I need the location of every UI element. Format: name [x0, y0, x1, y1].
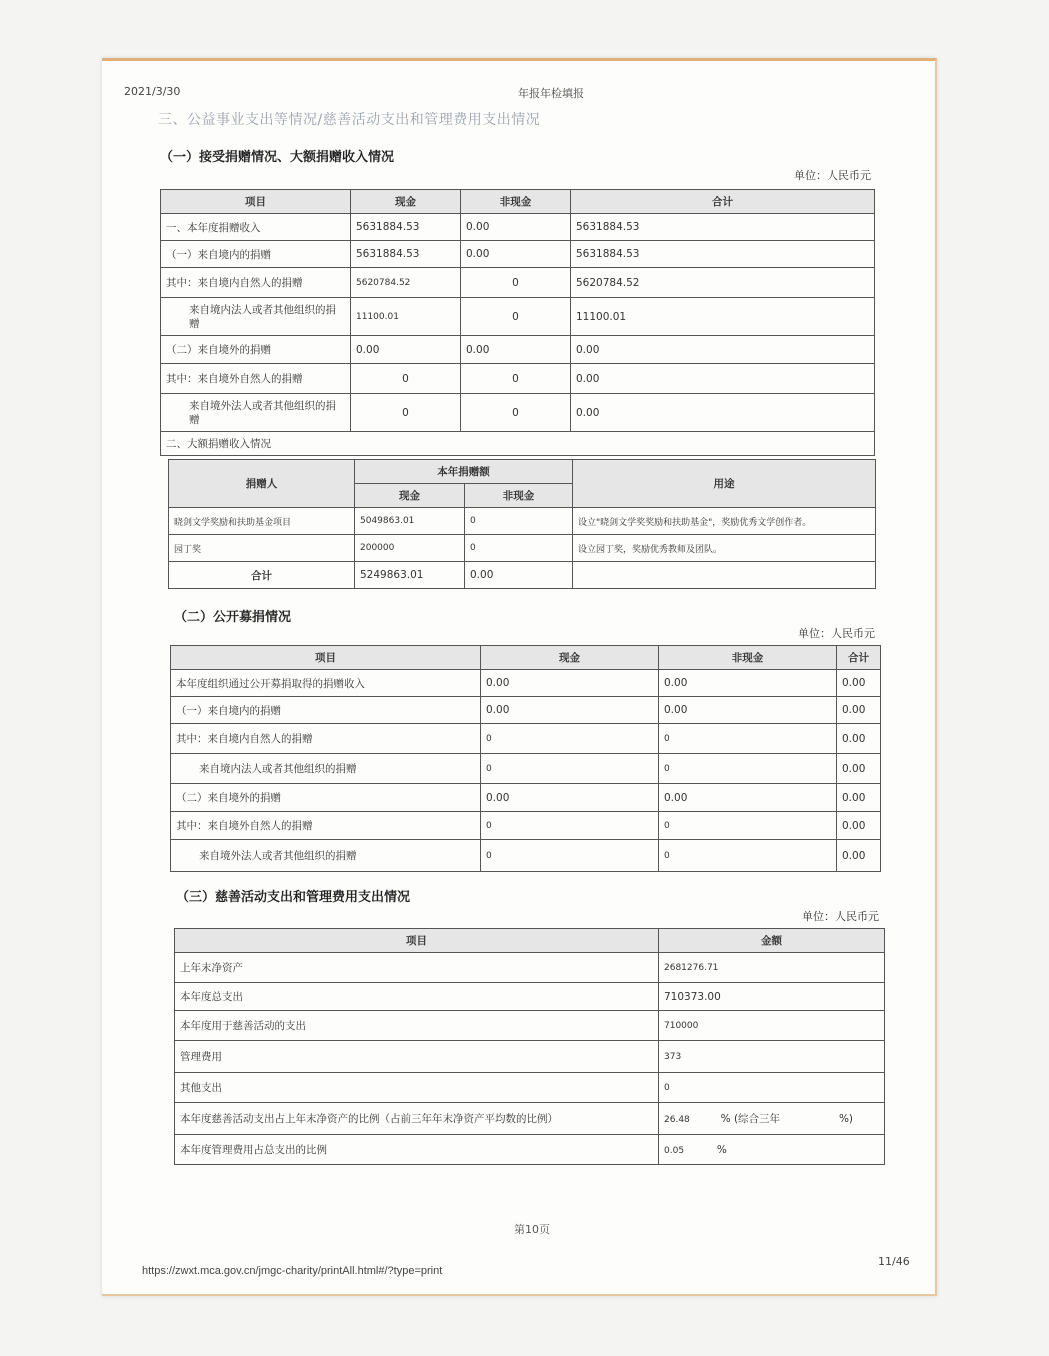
cash-value: 5620784.52	[351, 268, 461, 298]
noncash-value: 0	[659, 840, 837, 872]
row-label: （一）来自境内的捐赠	[161, 241, 351, 268]
row-label: 来自境外法人或者其他组织的捐赠	[171, 840, 481, 872]
page-count: 11/46	[878, 1255, 910, 1268]
row-label: 上年末净资产	[175, 953, 659, 983]
amount-value: 2681276.71	[659, 953, 885, 983]
table-row	[161, 364, 875, 394]
table-row	[169, 508, 876, 535]
header-cash: 现金	[355, 484, 465, 508]
total-value: 0.00	[571, 394, 875, 432]
table-row	[161, 241, 875, 268]
noncash-value: 0	[461, 394, 571, 432]
section3-title: （三）慈善活动支出和管理费用支出情况	[176, 890, 411, 905]
row-label: 其中：来自境外自然人的捐赠	[171, 812, 481, 840]
header-item: 项目	[175, 929, 659, 953]
amount-value: 710000	[659, 1011, 885, 1041]
pct-suffix: %	[716, 1143, 727, 1156]
total-value: 0.00	[837, 724, 881, 754]
row-label: （二）来自境外的捐赠	[161, 336, 351, 364]
table-row	[175, 1041, 885, 1073]
header-amount: 金额	[659, 929, 885, 953]
pct-cell	[659, 1135, 885, 1165]
table-row	[171, 754, 881, 784]
ratio-value: 26.48	[664, 1115, 690, 1125]
cash-value: 0	[481, 812, 659, 840]
use-description: 设立园丁奖，奖励优秀教师及团队。	[573, 535, 876, 562]
header-noncash: 非现金	[465, 484, 573, 508]
print-url: https://zwxt.mca.gov.cn/jmgc-charity/printAll.html#/?type=print	[142, 1265, 443, 1277]
total-value: 0.00	[571, 336, 875, 364]
donor-name: 晓剑文学奖励和扶助基金项目	[169, 508, 355, 535]
use-description: 设立"晓剑文学奖奖励和扶助基金"，奖励优秀文学创作者。	[573, 508, 876, 535]
header-donor: 捐赠人	[169, 460, 355, 508]
total-value: 0.00	[837, 754, 881, 784]
big-donation-title: 二、大额捐赠收入情况	[161, 432, 875, 456]
total-value: 0.00	[837, 812, 881, 840]
table-header-row	[161, 190, 875, 214]
charity-expense-table	[174, 928, 885, 1165]
header-noncash: 非现金	[659, 646, 837, 670]
header-use: 用途	[573, 460, 876, 508]
table-row	[171, 840, 881, 872]
total-value: 0.00	[837, 840, 881, 872]
table-row	[175, 983, 885, 1011]
total-value: 5631884.53	[571, 241, 875, 268]
noncash-value: 0.00	[659, 784, 837, 812]
main-title: 三、公益事业支出等情况/慈善活动支出和管理费用支出情况	[158, 112, 541, 128]
section3-unit: 单位：人民币元	[802, 910, 879, 923]
use-total	[573, 562, 876, 589]
row-label: （二）来自境外的捐赠	[171, 784, 481, 812]
page-number: 第10页	[514, 1223, 550, 1236]
noncash-value: 0	[461, 364, 571, 394]
table-row	[175, 1135, 885, 1165]
row-label: （一）来自境内的捐赠	[171, 697, 481, 724]
table-row	[171, 697, 881, 724]
document-page	[102, 58, 937, 1296]
table-row	[171, 812, 881, 840]
cash-value: 0	[351, 394, 461, 432]
cash-value: 0	[481, 840, 659, 872]
noncash-value: 0.00	[461, 214, 571, 241]
noncash-value: 0	[659, 724, 837, 754]
noncash-value: 0	[465, 535, 573, 562]
cash-value: 0.00	[351, 336, 461, 364]
noncash-value: 0	[465, 508, 573, 535]
header-cash: 现金	[351, 190, 461, 214]
table-row	[161, 336, 875, 364]
noncash-value: 0.00	[461, 336, 571, 364]
table-row	[161, 298, 875, 336]
noncash-value: 0	[461, 298, 571, 336]
noncash-value: 0	[659, 754, 837, 784]
total-label: 合计	[169, 562, 355, 589]
table-row	[161, 268, 875, 298]
total-value: 5631884.53	[571, 214, 875, 241]
noncash-value: 0.00	[659, 670, 837, 697]
ratio-close: %)	[838, 1113, 854, 1125]
big-donation-table	[168, 459, 876, 589]
row-label: 来自境内法人或者其他组织的捐赠	[171, 754, 481, 784]
row-label: 其中：来自境内自然人的捐赠	[161, 268, 351, 298]
donor-name: 园丁奖	[169, 535, 355, 562]
row-label: 其中：来自境外自然人的捐赠	[161, 364, 351, 394]
noncash-total: 0.00	[465, 562, 573, 589]
public-fundraising-table	[170, 645, 881, 872]
table-row	[171, 784, 881, 812]
row-label: 其他支出	[175, 1073, 659, 1103]
row-label: 本年度用于慈善活动的支出	[175, 1011, 659, 1041]
noncash-value: 0	[659, 812, 837, 840]
total-value: 0.00	[837, 697, 881, 724]
total-value: 0.00	[837, 784, 881, 812]
table-header-row	[175, 929, 885, 953]
noncash-value: 0.00	[659, 697, 837, 724]
table-row	[171, 724, 881, 754]
section2-unit: 单位：人民币元	[798, 627, 875, 640]
table-row	[161, 432, 875, 456]
header-cash: 现金	[481, 646, 659, 670]
row-label: 管理费用	[175, 1041, 659, 1073]
table-row	[175, 953, 885, 983]
amount-value: 373	[659, 1041, 885, 1073]
table-row	[175, 1103, 885, 1135]
amount-value: 710373.00	[659, 983, 885, 1011]
table-total-row	[169, 562, 876, 589]
row-label: 本年度组织通过公开募捐取得的捐赠收入	[171, 670, 481, 697]
noncash-value: 0.00	[461, 241, 571, 268]
header-amount: 本年捐赠额	[355, 460, 573, 484]
header-title: 年报年检填报	[518, 87, 584, 100]
row-label: 本年度管理费用占总支出的比例	[175, 1135, 659, 1165]
cash-total: 5249863.01	[355, 562, 465, 589]
table-row	[161, 214, 875, 241]
cash-value: 5049863.01	[355, 508, 465, 535]
table-row	[171, 670, 881, 697]
header-item: 项目	[161, 190, 351, 214]
cash-value: 0.00	[481, 697, 659, 724]
table-row	[161, 394, 875, 432]
section1-unit: 单位：人民币元	[794, 169, 871, 182]
section1-title: （一）接受捐赠情况、大额捐赠收入情况	[160, 150, 395, 165]
row-label: 其中：来自境内自然人的捐赠	[171, 724, 481, 754]
total-value: 11100.01	[571, 298, 875, 336]
cash-value: 0	[351, 364, 461, 394]
table-header-row	[169, 460, 876, 484]
header-noncash: 非现金	[461, 190, 571, 214]
section2-title: （二）公开募捐情况	[174, 610, 292, 625]
pct-value: 0.05	[664, 1145, 685, 1156]
row-label: 一、本年度捐赠收入	[161, 214, 351, 241]
cash-value: 5631884.53	[351, 241, 461, 268]
row-label: 本年度慈善活动支出占上年末净资产的比例（占前三年年末净资产平均数的比例）	[175, 1103, 659, 1135]
table-row	[175, 1073, 885, 1103]
ratio-cell	[659, 1103, 885, 1135]
cash-value: 0.00	[481, 784, 659, 812]
total-value: 0.00	[571, 364, 875, 394]
total-value: 0.00	[837, 670, 881, 697]
header-total: 合计	[837, 646, 881, 670]
table-row	[175, 1011, 885, 1041]
header-total: 合计	[571, 190, 875, 214]
cash-value: 0.00	[481, 670, 659, 697]
cash-value: 11100.01	[351, 298, 461, 336]
header-item: 项目	[171, 646, 481, 670]
row-label: 来自境外法人或者其他组织的捐赠	[161, 394, 351, 432]
total-value: 5620784.52	[571, 268, 875, 298]
amount-value: 0	[659, 1073, 885, 1103]
row-label: 本年度总支出	[175, 983, 659, 1011]
table-header-row	[171, 646, 881, 670]
header-date: 2021/3/30	[124, 85, 181, 98]
row-label: 来自境内法人或者其他组织的捐赠	[161, 298, 351, 336]
noncash-value: 0	[461, 268, 571, 298]
cash-value: 5631884.53	[351, 214, 461, 241]
cash-value: 0	[481, 724, 659, 754]
donation-table	[160, 189, 875, 456]
cash-value: 200000	[355, 535, 465, 562]
table-row	[169, 535, 876, 562]
cash-value: 0	[481, 754, 659, 784]
ratio-suffix: % (综合三年	[720, 1113, 781, 1125]
